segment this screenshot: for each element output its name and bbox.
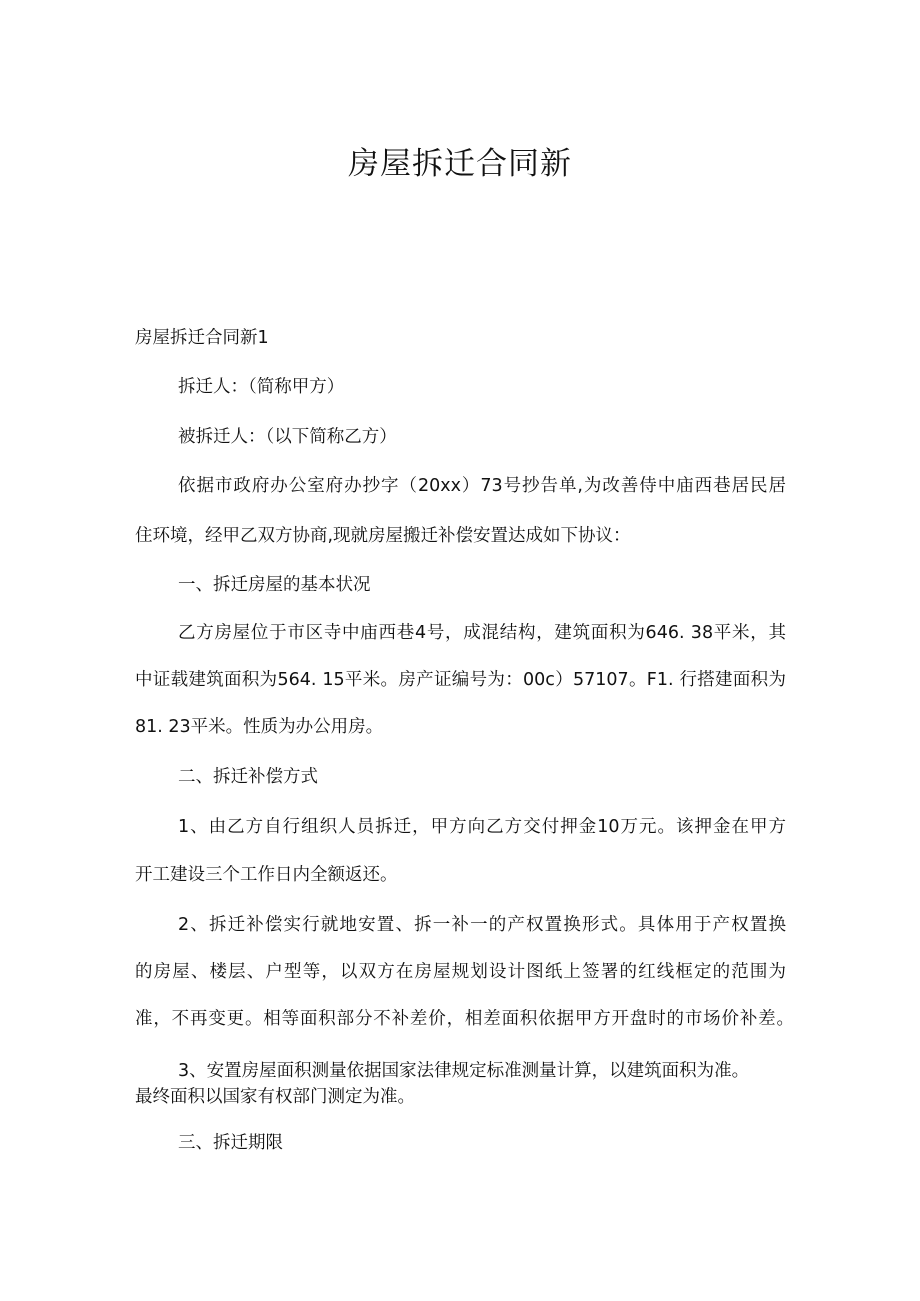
document-title: 房屋拆迁合同新 xyxy=(348,146,572,182)
item-3-line-1: 3、安置房屋面积测量依据国家法律规定标准测量计算，以建筑面积为准。 xyxy=(178,1061,750,1081)
item-3-line-2: 最终面积以国家有权部门测定为准。 xyxy=(135,1087,415,1107)
item-1-line-2: 开工建设三个工作日内全额返还。 xyxy=(135,865,398,885)
item-2-line-3: 准，不再变更。相等面积部分不补差价，相差面积依据甲方开盘时的市场价补差。 xyxy=(135,1009,794,1029)
basis-line-1: 依据市政府办公室府办抄字（20xx）73号抄告单,为改善侍中庙西巷居民居 xyxy=(178,476,786,496)
status-line-2: 中证载建筑面积为564. 15平米。房产证编号为：00c）57107。F1. 行搭建面积为 xyxy=(135,670,786,690)
status-line-3: 81. 23平米。性质为办公用房。 xyxy=(135,717,384,737)
basis-line-2: 住环境，经甲乙双方协商,现就房屋搬迁补偿安置达成如下协议： xyxy=(135,526,631,546)
item-2-line-2: 的房屋、楼层、户型等，以双方在房屋规划设计图纸上签署的红线框定的范围为 xyxy=(135,962,786,982)
party-b-line: 被拆迁人：（以下简称乙方） xyxy=(178,427,397,447)
status-line-1: 乙方房屋位于市区寺中庙西巷4号，成混结构，建筑面积为646. 38平米，其 xyxy=(178,623,786,643)
section-heading-3: 三、拆迁期限 xyxy=(178,1133,283,1153)
item-1-line-1: 1、由乙方自行组织人员拆迁，甲方向乙方交付押金10万元。该押金在甲方 xyxy=(178,817,786,837)
contract-subtitle: 房屋拆迁合同新1 xyxy=(135,328,269,348)
party-a-line: 拆迁人：（简称甲方） xyxy=(178,377,345,397)
item-2-line-1: 2、拆迁补偿实行就地安置、拆一补一的产权置换形式。具体用于产权置换 xyxy=(178,915,786,935)
section-heading-1: 一、拆迁房屋的基本状况 xyxy=(178,575,371,595)
section-heading-2: 二、拆迁补偿方式 xyxy=(178,767,318,787)
